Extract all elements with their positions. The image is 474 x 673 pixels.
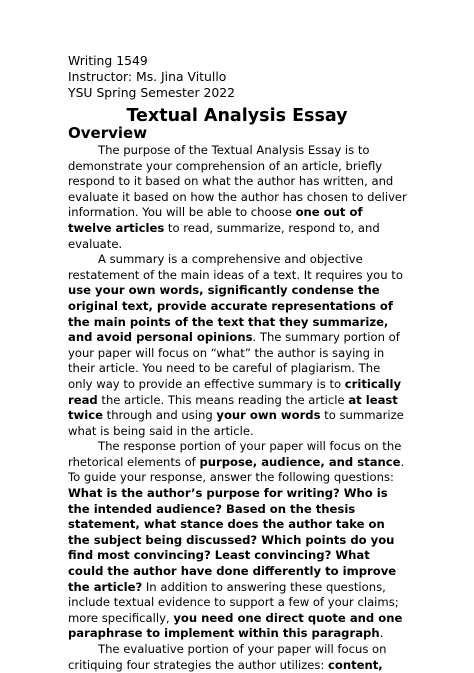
text-run: to read, summarize, respond to, and evaluate. bbox=[68, 220, 380, 251]
text-run: . To guide your response, answer the following questions: bbox=[68, 454, 405, 485]
bold-text: What is the author’s purpose for writing? Who is the intended audience? Based on the thesis statement, what stance does the author take on the subject being discussed? Which points do you find most convincing? Least convincing? What could the author have done differently to improve the article? bbox=[68, 486, 397, 594]
bold-text: content, bbox=[328, 657, 383, 672]
bold-text: critically read bbox=[68, 376, 402, 407]
document-header bbox=[68, 53, 235, 101]
bold-text: use your own words, significantly condense the original text, provide accurate representations of the main points of the text that they summarize, and avoid personal opinions bbox=[68, 283, 393, 345]
paragraph-response bbox=[68, 439, 408, 642]
paragraph-summary bbox=[68, 252, 408, 439]
course-name: Writing 1549 bbox=[68, 53, 148, 68]
bold-text: at least twice bbox=[68, 392, 398, 423]
instructor-name: Instructor: Ms. Jina Vitullo bbox=[68, 69, 227, 84]
bold-text: purpose, audience, and stance bbox=[199, 454, 401, 469]
section-heading-overview: Overview bbox=[68, 124, 148, 142]
bold-text: your own words bbox=[216, 408, 321, 423]
document-title: Textual Analysis Essay bbox=[126, 106, 348, 126]
text-run: the article. This means reading the article bbox=[97, 392, 349, 407]
text-run: The purpose of the Textual Analysis Essay is to demonstrate your comprehension of an article, briefly respond to it based on what the author has written, and evaluate it based on how the author has chosen to deliver information. You will be able to choose bbox=[68, 143, 407, 220]
text-run: through and using bbox=[102, 408, 217, 423]
text-run: A summary is a comprehensive and objective restatement of the main ideas of a text. It requires you to bbox=[68, 252, 403, 282]
text-run: The evaluative portion of your paper will focus on critiquing four strategies the author utilizes: bbox=[68, 642, 387, 672]
text-run: . bbox=[379, 626, 384, 641]
text-run: . The summary portion of your paper will focus on “what” the author is saying in their article. You need to be careful of plagiarism. The only way to provide an effective summary is to bbox=[68, 330, 400, 391]
text-run: to summarize what is being said in the article. bbox=[68, 408, 404, 438]
text-run: The response portion of your paper will focus on the rhetorical elements of bbox=[68, 439, 402, 469]
bold-text: one out of twelve articles bbox=[68, 205, 363, 235]
bold-text: you need one direct quote and one paraphrase to implement within this paragraph bbox=[68, 610, 403, 641]
semester: YSU Spring Semester 2022 bbox=[68, 85, 236, 100]
document-body bbox=[68, 143, 408, 673]
paragraph-evaluation bbox=[68, 642, 408, 673]
text-run: In addition to answering these questions, include textual evidence to support a few of your claims; more specifically, bbox=[68, 579, 399, 625]
paragraph-purpose bbox=[68, 143, 408, 252]
